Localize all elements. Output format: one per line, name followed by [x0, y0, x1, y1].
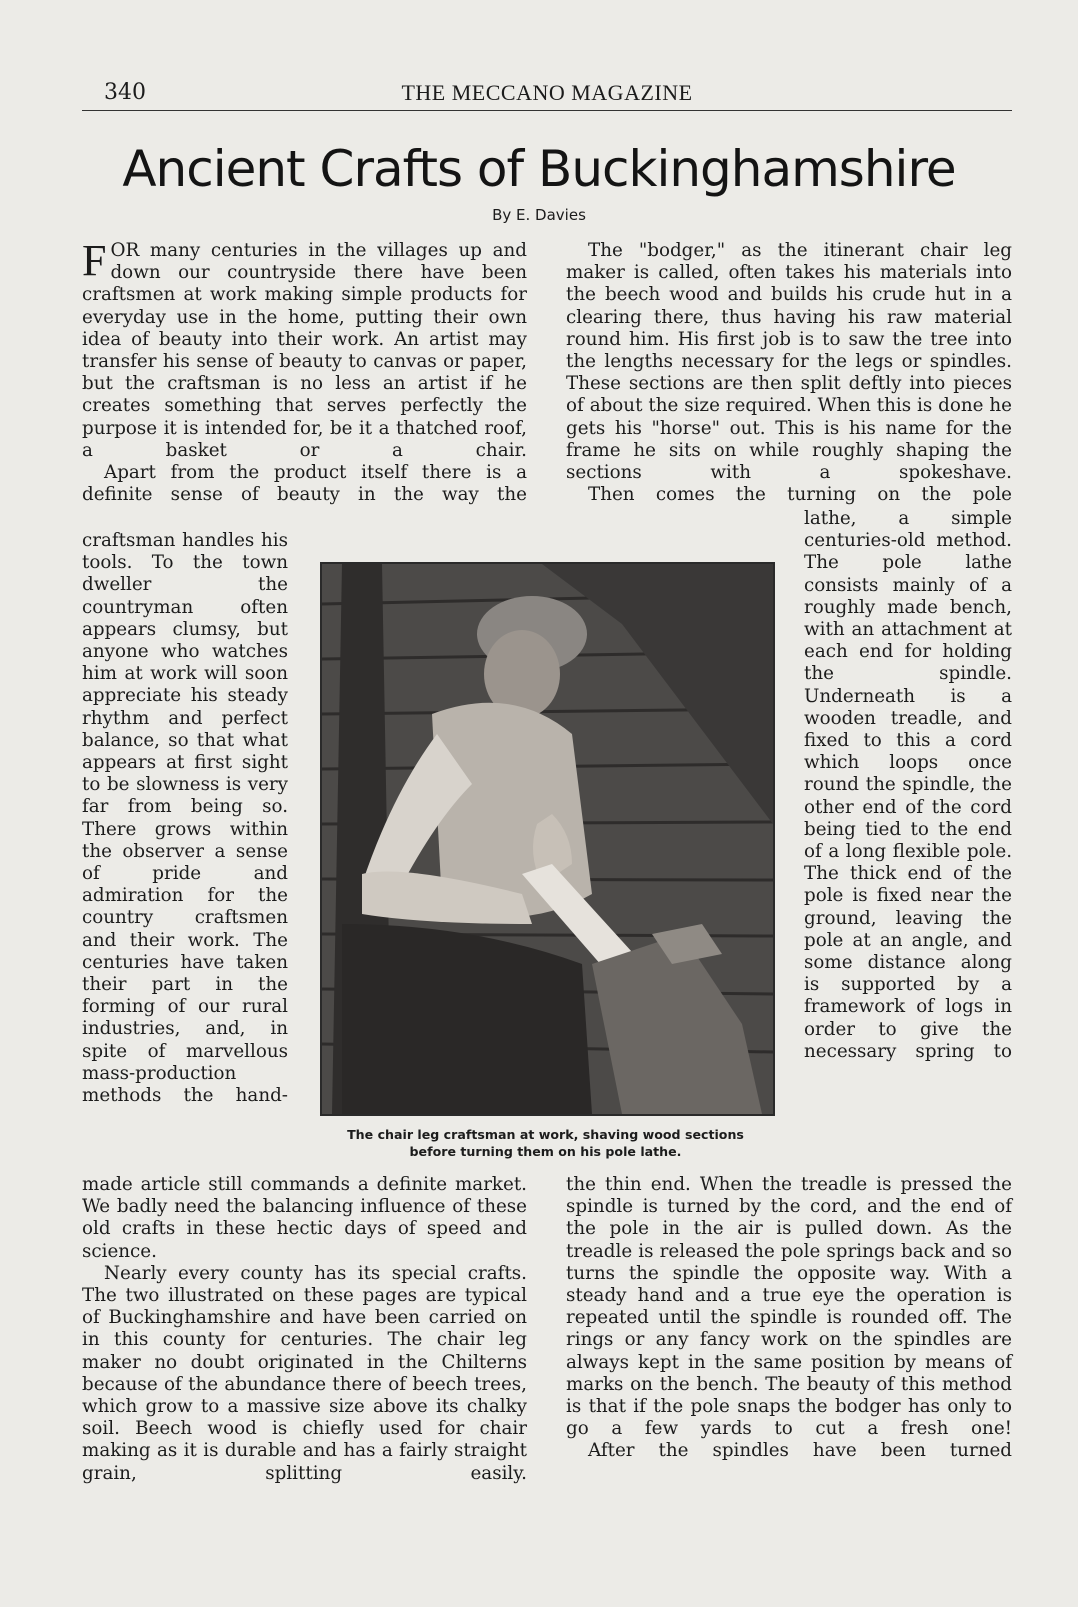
photo-caption [305, 1126, 786, 1160]
right-column-top [566, 240, 1012, 506]
left-column-top [82, 236, 527, 506]
article-byline: By E. Davies [492, 206, 586, 224]
drop-cap: F [82, 236, 107, 285]
second-paragraph-start: Apart from the product itself there is a definite sense of beauty in the way the [82, 462, 527, 506]
left-bottom-paragraph-2: Nearly every county has its special crafts. The two illustrated on these pages are typical of Buckinghamshire and have been carried on in this county for centuries. The chair leg maker no doubt originated in the Chilterns because of the abundance there of beech trees, which grow to a massive size above its chalky soil. Beech wood is chiefly used for chair making as it is durable and has a fairly straight grain, splitting easily. [82, 1262, 527, 1484]
right-bottom-paragraph-2: After the spindles have been turned [588, 1440, 1012, 1462]
running-head: THE MECCANO MAGAZINE [401, 80, 693, 105]
right-top-paragraph-1: The "bodger," as the itinerant chair leg maker is called, often takes his materials into the beech wood and builds his crude hut in a clearing there, thus having his raw material round him. His first job is to saw the tree into the lengths necessary for the legs or spindles. These sections are then split deftly into pieces of about the size required. When this is done he gets his "horse" out. This is his name for the frame he sits on while roughly shaping the sections with a spokeshave. [566, 240, 1012, 484]
opening-paragraph [82, 236, 527, 462]
right-wrap-text: lathe, a simple centuries-old method. The pole lathe consists mainly of a roughly made bench, with an attachment at each end for holding the spindle. Underneath is a wooden treadle, and fixed to this a cord which loops once round the spindle, the other end of the cord being tied to the end of a long flexible pole. The thick end of the pole is fixed near the ground, leaving the pole at an angle, and some distance along is supported by a framework of logs in order to give the necessary spring to [804, 508, 1012, 1062]
craftsman-photo [320, 562, 775, 1116]
right-column-bottom [566, 1174, 1012, 1463]
right-column-wrap [804, 508, 1012, 1063]
article-title: Ancient Crafts of Buckinghamshire [122, 140, 956, 198]
left-bottom-paragraph-1: made article still commands a definite market. We badly need the balancing influence of these old crafts in these hectic days of speed and science. [82, 1174, 527, 1262]
page-number: 340 [104, 80, 146, 105]
caption-line-1: The chair leg craftsman at work, shaving wood sections [347, 1127, 744, 1142]
left-column-wrap [82, 530, 288, 1107]
page-header [82, 80, 1012, 111]
left-column-bottom [82, 1174, 527, 1485]
right-bottom-paragraph-1: the thin end. When the treadle is pressed the spindle is turned by the cord, and the end of the pole in the air is pulled down. As the treadle is released the pole springs back and so turns the spindle the opposite way. With a steady hand and a true eye the operation is repeated until the spindle is rounded off. The rings or any fancy work on the spindles are always kept in the same position by means of marks on the bench. The beauty of this method is that if the pole snaps the bodger has only to go a few yards to cut a fresh one! [566, 1174, 1012, 1440]
right-top-paragraph-2: Then comes the turning on the pole [588, 484, 1012, 506]
left-wrap-text: craftsman handles his tools. To the town dweller the countryman often appears clumsy, but anyone who watches him at work will soon appreciate his steady rhythm and perfect balance, so that what appears at first sight to be slowness is very far from being so. There grows within the observer a sense of pride and admiration for the country craftsmen and their work. The centuries have taken their part in the forming of our rural industries, and, in spite of marvellous mass-production methods the hand- [82, 530, 288, 1107]
photo-illustration [322, 564, 773, 1114]
caption-line-2: before turning them on his pole lathe. [409, 1144, 682, 1159]
opening-paragraph-text: OR many centuries in the villages up and down our countryside there have been craftsmen at work making simple products for everyday use in the home, putting their own idea of beauty into their work. An artist may transfer his sense of beauty to canvas or paper, but the craftsman is no less an artist if he creates something that serves perfectly the purpose it is intended for, be it a thatched roof, a basket or a chair. [82, 240, 527, 461]
